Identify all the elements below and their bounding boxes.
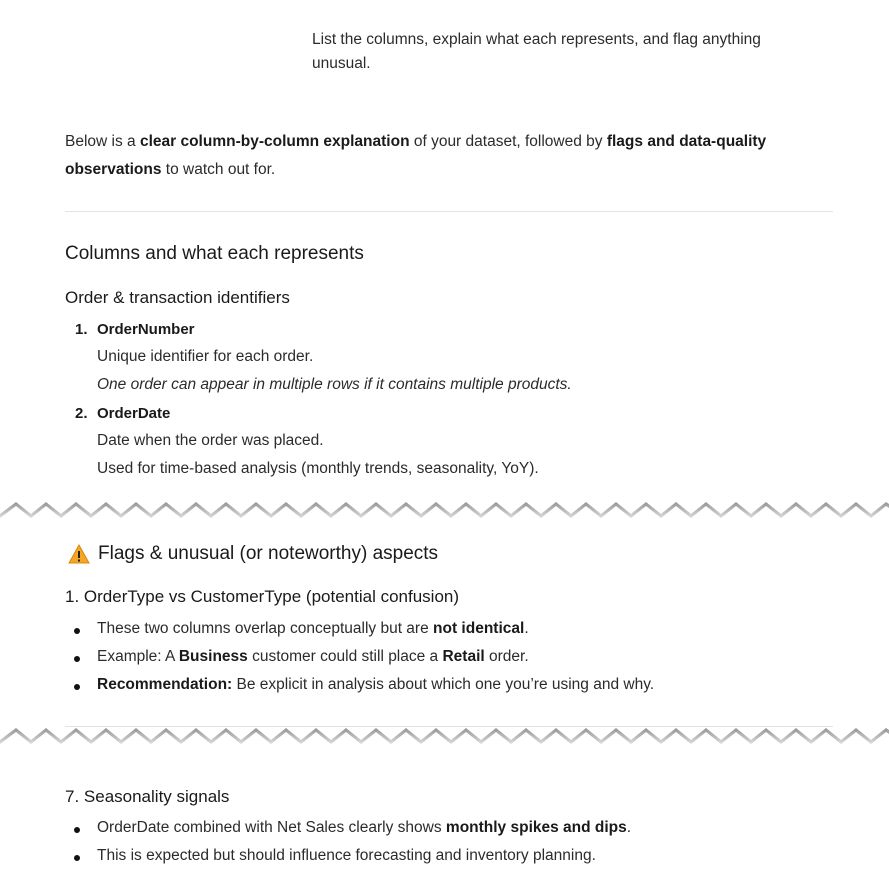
column-name: OrderNumber xyxy=(97,321,195,338)
list-bold: Recommendation: xyxy=(97,676,233,693)
bullet-point xyxy=(74,684,80,690)
intro-paragraph xyxy=(65,128,825,184)
user-message: List the columns, explain what each represents, and flag anything unusual. xyxy=(312,31,761,72)
intro-text: to watch out for. xyxy=(161,161,276,178)
columns-heading: Columns and what each represents xyxy=(65,243,364,264)
bullet-point xyxy=(74,656,80,662)
list-text: This is expected but should influence forecasting and inventory planning. xyxy=(97,847,596,864)
list-number: 1. xyxy=(75,321,88,338)
list-text: These two columns overlap conceptually but are xyxy=(97,620,434,637)
column-note: One order can appear in multiple rows if it contains multiple products. xyxy=(97,376,572,393)
list-text: customer could still place a xyxy=(247,648,443,665)
flag-subheading: 1. OrderType vs CustomerType (potential confusion) xyxy=(65,587,460,606)
column-description: Date when the order was placed. xyxy=(97,432,324,449)
list-text: . xyxy=(524,620,529,637)
list-bold: Retail xyxy=(442,648,485,665)
section-divider xyxy=(65,211,833,212)
torn-edge-separator xyxy=(0,724,889,752)
column-description: Unique identifier for each order. xyxy=(97,348,314,365)
flag-subheading: 7. Seasonality signals xyxy=(65,787,230,806)
list-bold: Business xyxy=(178,648,248,665)
identifiers-subheading: Order & transaction identifiers xyxy=(65,288,290,307)
list-bold: monthly spikes and dips xyxy=(445,819,627,836)
list-text: . xyxy=(626,819,632,836)
list-item xyxy=(97,847,596,865)
intro-text: of your dataset, followed by xyxy=(409,133,607,150)
list-text: Be explicit in analysis about which one you’re using and why. xyxy=(232,676,655,693)
bullet-point xyxy=(74,855,80,861)
column-note: Used for time-based analysis (monthly trends, seasonality, YoY). xyxy=(97,460,539,477)
bullet-point xyxy=(74,628,80,634)
list-text: OrderDate combined with Net Sales clearly shows xyxy=(97,819,446,836)
intro-bold: flags and data-quality xyxy=(606,133,767,150)
flags-heading: Flags & unusual (or noteworthy) aspects xyxy=(98,543,439,564)
list-item xyxy=(97,620,529,638)
list-bold: not identical xyxy=(433,620,525,637)
intro-bold: observations xyxy=(65,161,162,178)
list-text: Example: A xyxy=(97,648,179,665)
bullet-point xyxy=(74,827,80,833)
intro-text: Below is a xyxy=(65,133,140,150)
torn-edge-separator xyxy=(0,498,889,526)
column-name: OrderDate xyxy=(97,405,171,422)
intro-bold: clear column-by-column explanation xyxy=(139,133,410,150)
list-item xyxy=(97,819,631,837)
list-text: order. xyxy=(484,648,529,665)
list-item xyxy=(97,648,529,666)
list-item xyxy=(97,676,654,694)
warning-icon xyxy=(68,544,90,564)
list-number: 2. xyxy=(75,405,88,422)
